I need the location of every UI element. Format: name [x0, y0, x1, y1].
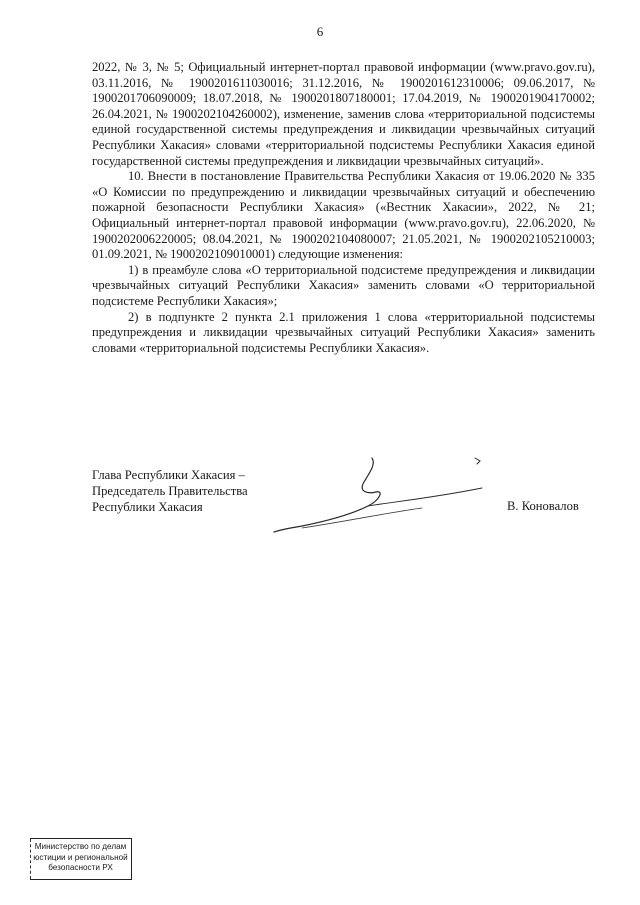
stamp-edge [30, 839, 33, 879]
paragraph-subitem-2: 2) в подпункте 2 пункта 2.1 приложения 1 слова «территориальной подсистемы предупреждения и ликвидации чрезвычайных ситуаций Республики Хакасия» заменить словами «территориальной подсистемы Республики Хакасия». [92, 309, 595, 355]
paragraph-item-10: 10. Внести в постановление Правительства Республики Хакасия от 19.06.2020 № 335 «О Комиссии по предупреждению и ликвидации чрезвычайных ситуаций и обеспечению пожарной безопасности Республики Хакасия» («Вестник Хакасии», 2022, № 21; Официальный интернет-портал правовой информации (www.pravo.gov.ru), 22.06.2020, № 1900202006220005; 08.04.2021, № 1900202104080007; 21.05.2021, № 1900202105210003; 01.09.2021, № 1900202109010001) следующие изменения: [92, 169, 595, 262]
signatory-title-line: Председатель Правительства [92, 484, 248, 498]
signatory-title [92, 467, 248, 515]
paragraph-subitem-1: 1) в преамбуле слова «О территориальной подсистеме предупреждения и ликвидации чрезвычайных ситуаций Республики Хакасия» заменить словами «О территориальной подсистеме Республики Хакасия»; [92, 262, 595, 308]
handwritten-signature [272, 450, 492, 535]
stamp-line: юстиции и региональной [33, 852, 128, 862]
ministry-stamp [30, 838, 132, 880]
stamp-line: Министерство по делам [34, 842, 127, 851]
document-body [92, 60, 595, 356]
signatory-name: В. Коновалов [507, 499, 579, 513]
page-number: 6 [316, 24, 324, 39]
paragraph-continuation: 2022, № 3, № 5; Официальный интернет-портал правовой информации (www.pravo.gov.ru), 03.11.2016, № 1900201611030016; 31.12.2016, № 1900201612310006; 09.06.2017, № 1900201706090009; 18.07.2018, № 1900201807180001; 17.04.2019, № 1900201904170002; 26.04.2021, № 1900202104260002), изменение, заменив слова «территориальной подсистемы единой государственной системы предупреждения и ликвидации чрезвычайных ситуаций Республики Хакасия» словами «территориальной подсистемы Республики Хакасия единой государственной системы предупреждения и ликвидации чрезвычайных ситуаций». [92, 60, 595, 168]
signatory-title-line: Глава Республики Хакасия – [92, 468, 245, 482]
signatory-title-line: Республики Хакасия [92, 500, 203, 514]
stamp-line: безопасности РХ [48, 863, 113, 872]
